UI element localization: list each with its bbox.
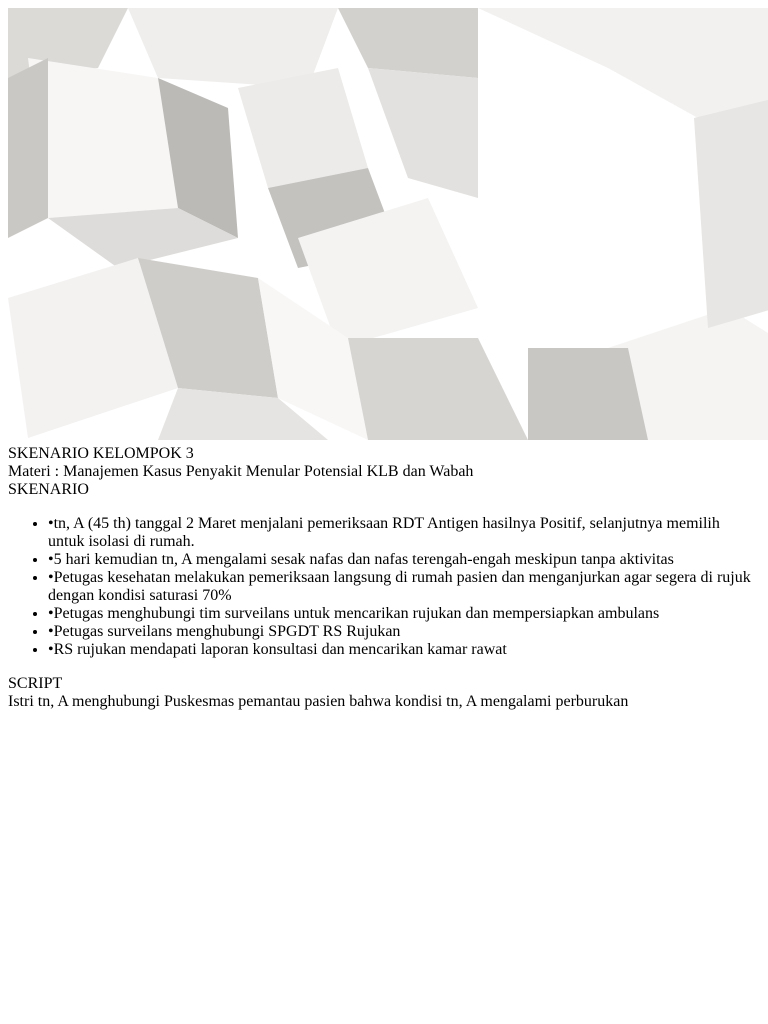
bullet-text: Petugas surveilans menghubungi SPGDT RS Rujukan: [53, 623, 401, 640]
script-text: Istri tn, A menghubungi Puskesmas pemantau pasien bahwa kondisi tn, A mengalami perburukan: [8, 693, 629, 710]
list-item: [48, 569, 760, 605]
script-heading: SCRIPT: [8, 675, 63, 692]
cubes-background-image: [8, 8, 768, 440]
list-item: [48, 551, 760, 569]
list-item: [48, 623, 760, 641]
bullet-text: tn, A (45 th) tanggal 2 Maret menjalani pemeriksaan RDT Antigen hasilnya Positif, selanjutnya memilih untuk isolasi di rumah.: [48, 515, 720, 550]
skenario-panel: [8, 515, 760, 659]
list-item: [48, 641, 760, 659]
bullet-icon: •: [48, 551, 54, 568]
bullet-icon: •: [48, 623, 54, 640]
cover-slide: [8, 8, 760, 481]
list-item: [48, 605, 760, 623]
bullet-text: Petugas menghubungi tim surveilans untuk mencarikan rujukan dan mempersiapkan ambulans: [53, 605, 660, 622]
bullet-icon: •: [48, 641, 54, 658]
cover-subtitle: Materi : Manajemen Kasus Penyakit Menular Potensial KLB dan Wabah: [8, 463, 474, 480]
list-item: [48, 515, 760, 551]
bullet-text: Petugas kesehatan melakukan pemeriksaan langsung di rumah pasien dan menganjurkan agar segera di rujuk dengan kondisi saturasi 70%: [48, 569, 751, 604]
skenario-bullet-list: [8, 515, 760, 659]
bullet-text: 5 hari kemudian tn, A mengalami sesak nafas dan nafas terengah-engah meskipun tanpa aktivitas: [53, 551, 674, 568]
bullet-icon: •: [48, 569, 54, 586]
bullet-icon: •: [48, 515, 54, 532]
script-panel: [8, 693, 760, 711]
skenario-heading: SKENARIO: [8, 481, 89, 498]
cover-title: SKENARIO KELOMPOK 3: [8, 445, 194, 462]
bullet-icon: •: [48, 605, 54, 622]
bullet-text: RS rujukan mendapati laporan konsultasi dan mencarikan kamar rawat: [53, 641, 507, 658]
